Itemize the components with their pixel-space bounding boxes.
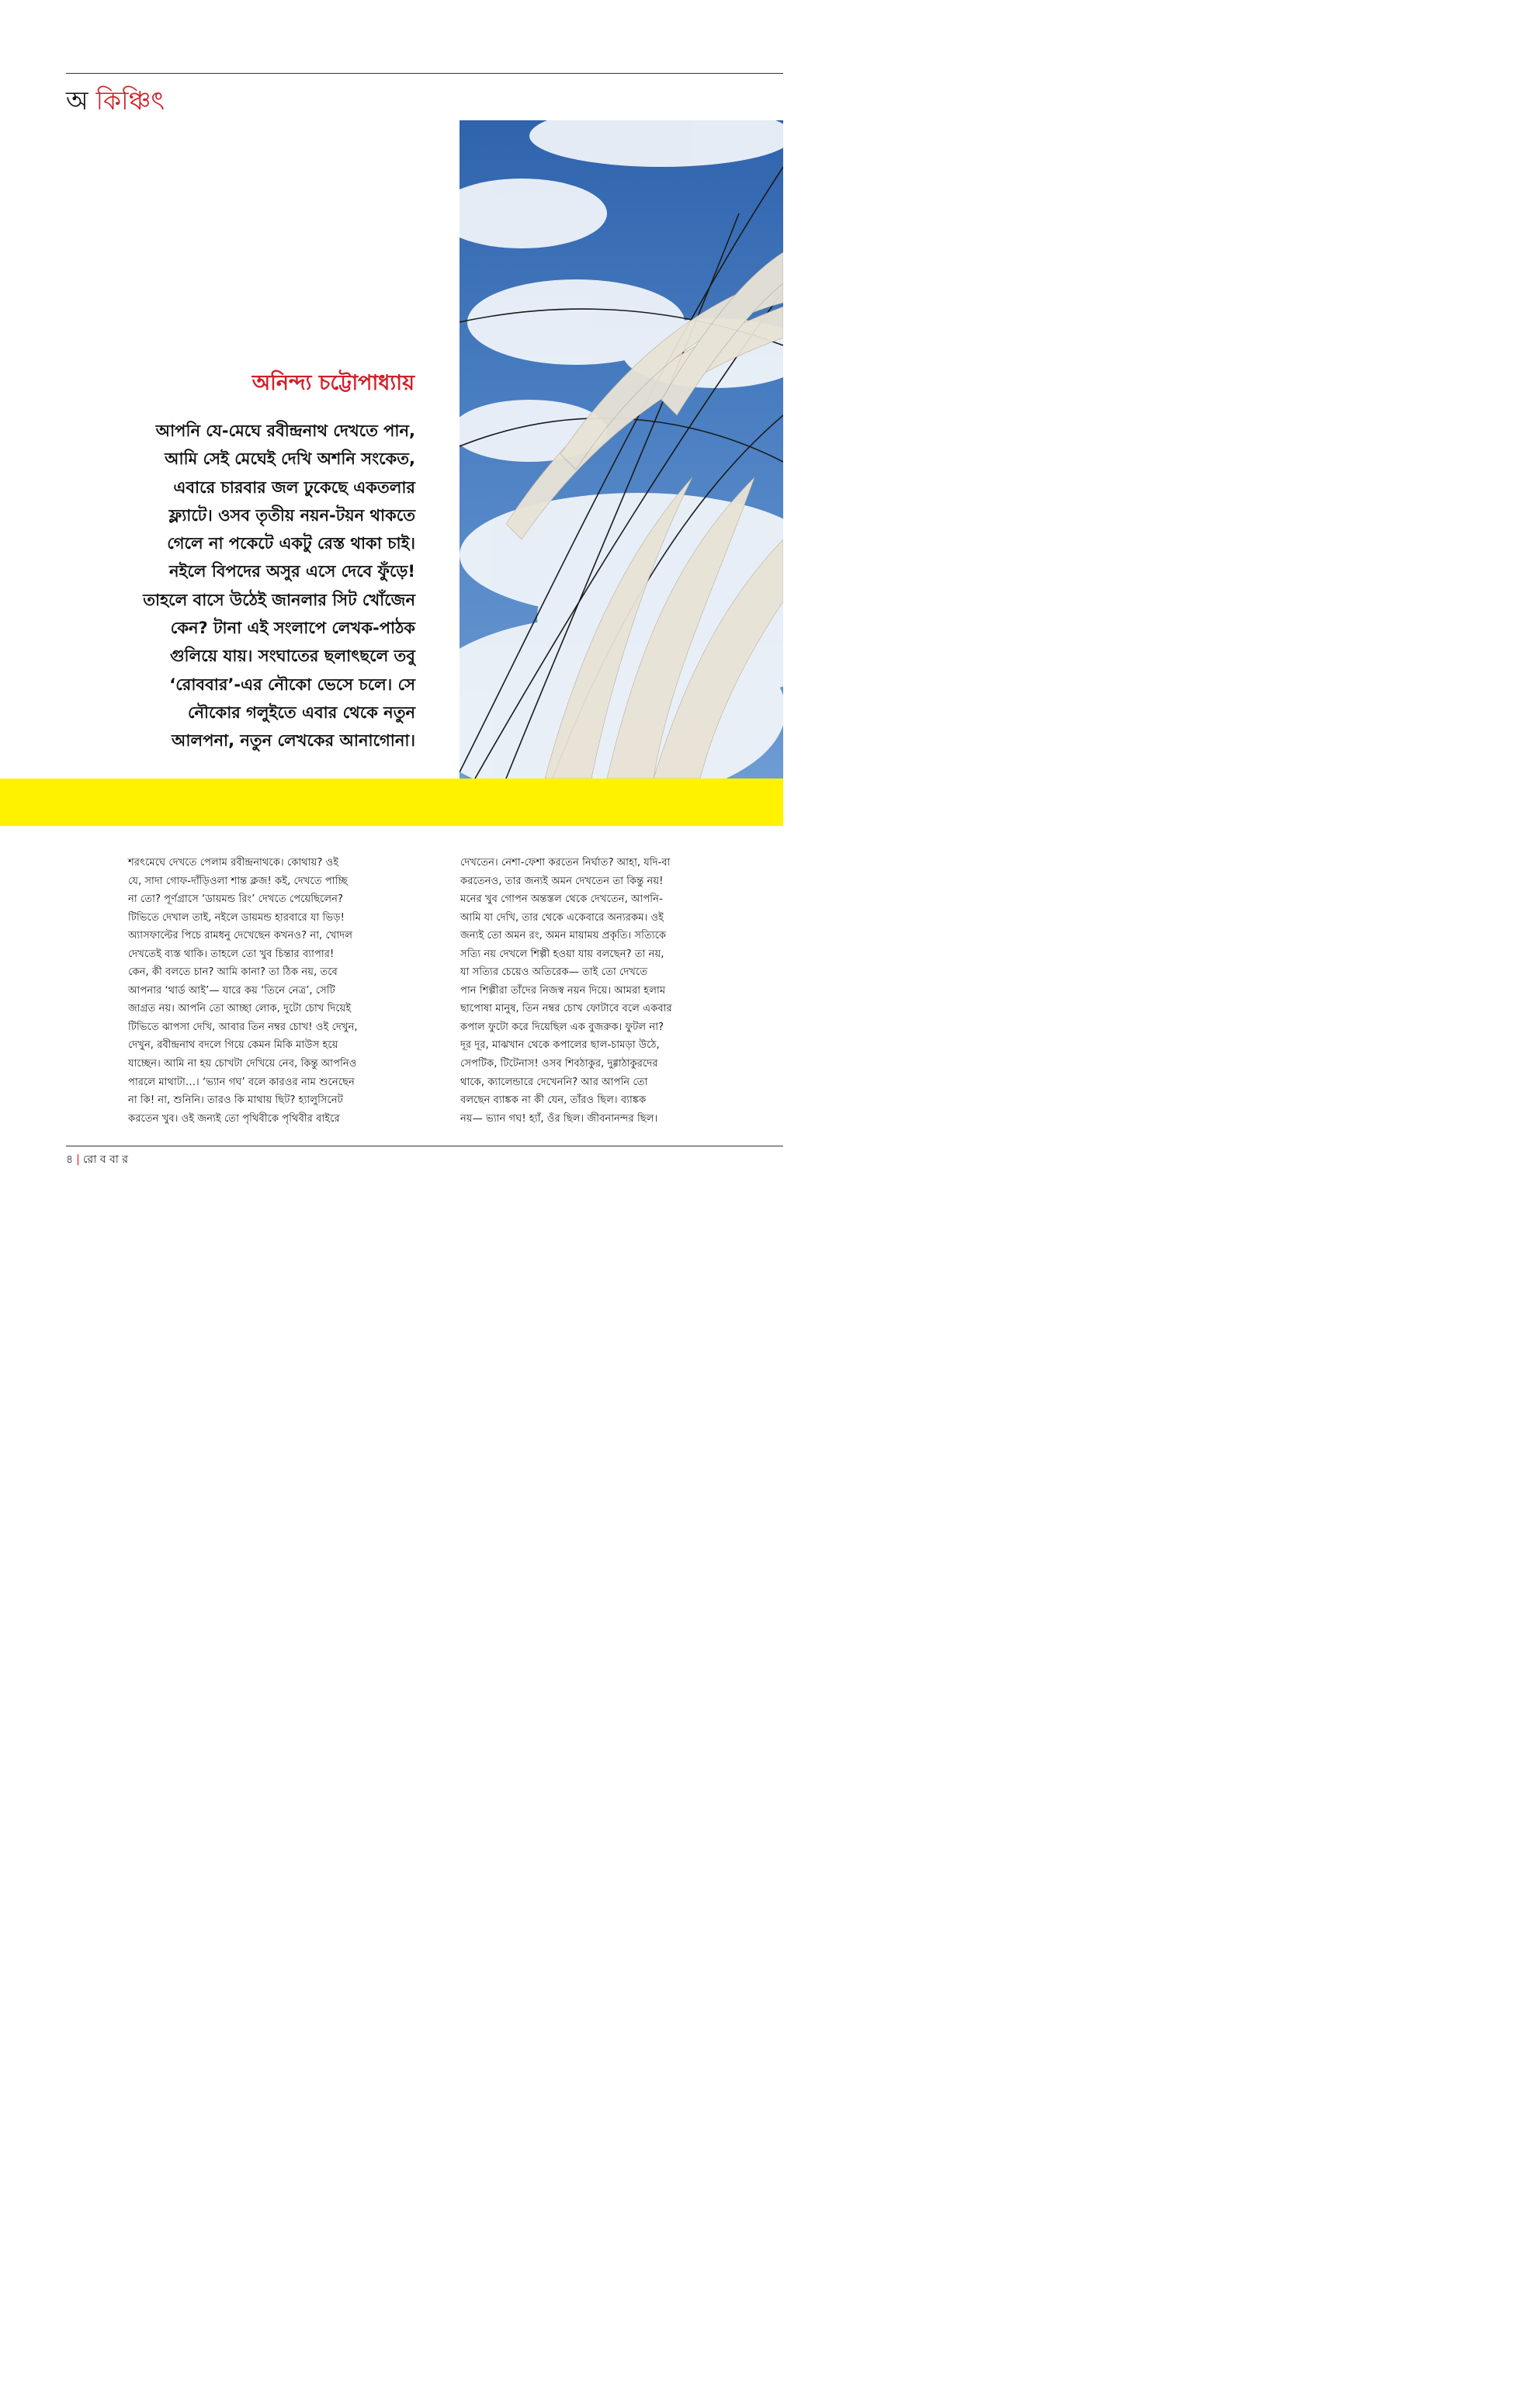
body-line: দেখুন, রবীন্দ্রনাথ বদলে গিয়ে কেমন মিকি মাউস হয়ে <box>128 1039 338 1052</box>
intro-line: নইলে বিপদের অসুর এসে দেবে ফুঁড়ে! <box>168 562 415 581</box>
body-line: না তো? পূর্ণগ্রাসে ‘ডায়মন্ড রিং’ দেখতে পেয়েছিলেন? <box>128 893 344 906</box>
body-column-left <box>128 854 415 1128</box>
body-line: না কি! না, শুনিনি। তারও কি মাথায় ছিট? হ্যালুসিনেট <box>128 1094 343 1107</box>
body-line: বলছেন ব্যাঙ্কক না কী যেন, তাঁরও ছিল। ব্যাঙ্কক <box>460 1094 647 1107</box>
body-line: যা সত্যির চেয়েও অতিরেক— তাই তো দেখতে <box>460 966 648 979</box>
author-name: অনিন্দ্য চট্টোপাধ্যায় <box>251 371 414 395</box>
intro-line: আপনি যে-মেঘে রবীন্দ্রনাথ দেখতে পান, <box>155 421 415 440</box>
body-line: মনের খুব গোপন অন্তস্তল থেকে দেখতেন, আপনি- <box>460 893 663 906</box>
body-line: পান শিল্পীরা তাঁদের নিজস্ব নয়ন দিয়ে। আমরা হলাম <box>460 984 666 997</box>
section-title: কিঞ্চিৎ <box>95 85 165 116</box>
body-line: কেন, কী বলতে চান? আমি কানা? তা ঠিক নয়, তবে <box>128 966 338 979</box>
intro-line: গুলিয়ে যায়। সংঘাতের ছলাৎছলে তবু <box>169 647 415 666</box>
section-prefix: অ <box>66 85 88 116</box>
body-line: টিভিতে দেখাল তাই, নইলে ডায়মন্ড হারবারে যা ভিড়! <box>128 911 345 924</box>
intro-line: কেন? টানা এই সংলাপে লেখক-পাঠক <box>170 619 415 638</box>
intro-line: ফ্ল্যাটে। ওসব তৃতীয় নয়ন-টয়ন থাকতে <box>168 505 415 525</box>
page-number: ৪ <box>66 1153 74 1166</box>
body-line: সেপটিক, টিটেনাস! ওসব শিবঠাকুর, দুগ্গাঠাকুরদের <box>460 1058 658 1070</box>
body-line: জাগ্রত নয়। আপনি তো আচ্ছা লোক, দুটো চোখ দিয়েই <box>128 1003 352 1015</box>
footer-separator: | <box>76 1153 80 1166</box>
section-header <box>66 85 165 116</box>
intro-line: ‘রোববার’-এর নৌকো ভেসে চলে। সে <box>169 675 415 694</box>
body-column-right <box>460 854 747 1128</box>
intro-line: তাহলে বাসে উঠেই জানলার সিট খোঁজেন <box>143 590 415 609</box>
body-line: কপাল ফুটো করে দিয়েছিল এক বুজরুক। ফুটল না? <box>460 1021 664 1033</box>
body-line: অ্যাসফাল্টের পিচে রামধনু দেখেছেন কখনও? না, খোদল <box>128 930 353 942</box>
body-line: দূর দূর, মাঝখান থেকে কপালের ছাল-চামড়া উঠে, <box>460 1039 660 1052</box>
magazine-name: রো ব বা র <box>82 1153 128 1166</box>
body-line: শরৎমেঘে দেখতে পেলাম রবীন্দ্রনাথকে। কোথায়? ওই <box>128 857 339 869</box>
body-line: থাকে, ক্যালেন্ডারে দেখেননি? আর আপনি তো <box>460 1076 648 1088</box>
body-line: সত্যি নয় দেখলে শিল্পী হওয়া যায় বলছেন? তা নয়, <box>460 948 664 960</box>
body-line: আমি যা দেখি, তার থেকে একেবারে অন্যরকম। ওই <box>460 911 664 924</box>
body-line: ছাপোষা মানুষ, তিন নম্বর চোখ ফোটাবে বলে একবার <box>460 1003 672 1015</box>
intro-line: এবারে চারবার জল ঢুকেছে একতলার <box>173 477 415 497</box>
kash-flower-image <box>460 120 783 779</box>
intro-line: গেলে না পকেটে একটু রেস্ত থাকা চাই। <box>167 534 415 553</box>
body-line: দেখতেন। নেশা-ফেশা করতেন নির্ঘাত? আহা, যদি-বা <box>460 857 671 869</box>
body-line: নয়— ভ্যান গঘ! হ্যাঁ, ওঁর ছিল। জীবনানন্দর ছিল। <box>460 1112 658 1125</box>
body-line: যাচ্ছেন। আমি না হয় চোখটা দেখিয়ে নেব, কিন্তু আপনিও <box>128 1058 357 1070</box>
intro-line: নৌকোর গলুইতে এবার থেকে নতুন <box>188 702 415 722</box>
body-line: যে, সাদা গোফ-দাঁড়িওলা শান্ত ক্লজ! কই, দেখতে পাচ্ছি <box>128 875 348 887</box>
intro-paragraph <box>85 417 415 755</box>
body-line: জন্যই তো অমন রং, অমন মায়াময় প্রকৃতি। সত্যিকে <box>460 930 667 942</box>
body-line: করতেনও, তার জন্যই অমন দেখতেন তা কিন্তু নয়! <box>460 875 664 887</box>
kash-flower-photo <box>460 120 783 779</box>
top-rule <box>66 73 783 74</box>
yellow-band <box>0 779 783 826</box>
page-footer <box>66 1152 128 1167</box>
intro-line: আমি সেই মেঘেই দেখি অশনি সংকেত, <box>165 449 415 469</box>
body-line: টিভিতে ঝাপসা দেখি, আবার তিন নম্বর চোখ! ওই দেখুন, <box>128 1021 358 1033</box>
intro-line: আলপনা, নতুন লেখকের আনাগোনা। <box>172 731 415 751</box>
body-line: দেখতেই ব্যস্ত থাকি। তাহলে তো খুব চিন্তার ব্যাপার! <box>128 948 335 960</box>
body-line: করতেন খুব। ওই জন্যই তো পৃথিবীকে পৃথিবীর বাইরে <box>128 1112 340 1125</box>
body-line: আপনার ‘থার্ড আই’— যারে কয় ‘তিনে নেত্র’, সেটি <box>128 984 335 997</box>
body-line: পারলে মাথাটা…। ‘ভ্যান গঘ’ বলে কারওর নাম শুনেছেন <box>128 1076 355 1088</box>
